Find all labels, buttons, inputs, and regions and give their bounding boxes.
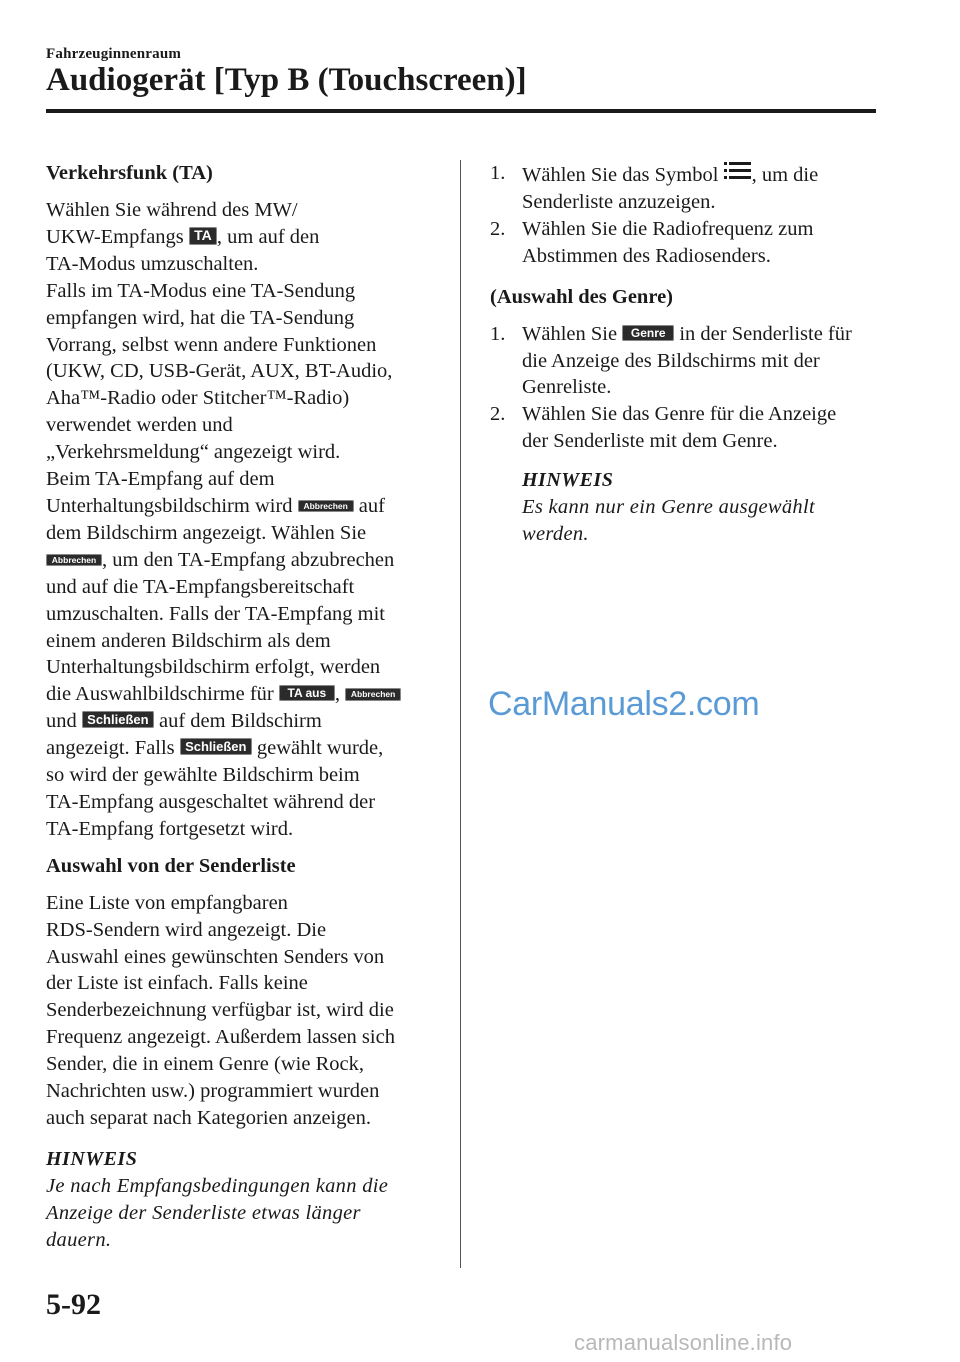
watermark-text: CarManuals2.com (488, 685, 760, 723)
note-heading: HINWEIS (522, 469, 614, 492)
abbrechen-button-icon: Abbrechen (298, 500, 354, 513)
genre-heading: (Auswahl des Genre) (490, 285, 673, 308)
senderliste-steps (490, 160, 876, 270)
note-right (490, 467, 876, 548)
footer-watermark: carmanualsonline.info (574, 1330, 793, 1355)
ta-button-icon: TA (189, 227, 217, 245)
list-icon (724, 160, 752, 180)
column-divider (460, 160, 461, 1268)
abbrechen-button-icon: Abbrechen (46, 554, 102, 567)
note-left (46, 1146, 440, 1254)
schliessen-button-icon: Schließen (180, 738, 252, 755)
senderliste-paragraph: Eine Liste von empfangbaren RDS-Sendern wird angezeigt. Die Auswahl eines gewünschten Senders von der Liste ist einfach. Falls keine Senderbezeichnung verfügbar ist, wird die Frequenz angezeigt. Außerdem lassen sich Sender, die in einem Genre (wie Rock, Nachrichten usw.) programmiert wurden auch separat nach Kategorien anzeigen. (46, 891, 395, 1129)
genre-button-icon: Genre (622, 325, 674, 341)
note-text: Je nach Empfangsbedingungen kann die Anzeige der Senderliste etwas länger dauern. (46, 1174, 389, 1251)
step-item: 1. Wählen Sie Genre in der Senderliste für die Anzeige des Bildschirms mit der Genreliste. (490, 322, 852, 399)
step-item: 2. Wählen Sie das Genre für die Anzeige der Senderliste mit dem Genre. (490, 403, 837, 453)
ta-paragraph: Wählen Sie während des MW/ UKW-Empfangs TA , um auf den TA-Modus umzuschalten. Falls im TA-Modus eine TA-Sendung empfangen wird, hat die TA-Sendung Vorrang, selbst wenn andere Funktionen (UKW, CD, USB-Gerät, AUX, BT-Audio, Aha™-Radio oder Stitcher™-Radio) verwendet werden und „Verkehrsmeldung“ angezeigt wird. Beim TA-Empfang auf dem Unterhaltungsbildschirm wird Abbrechen auf dem Bildschirm angezeigt. Wählen Sie Abbrechen , um den TA-Empfang abzubrechen und auf die TA-Empfangsbereitschaft umzuschalten. Falls der TA-Empfang mit einem anderen Bildschirm als dem Unterhaltungsbildschirm erfolgt, werden die Auswahlbildschirme für TA aus , Abbrechen und Schließen auf dem Bildschirm angezeigt. Falls Schließen gewählt wurde, so wird der gewählte Bildschirm beim TA-Empfang ausgeschaltet während der TA-Empfang fortgesetzt wird. (46, 197, 440, 843)
section-label: Fahrzeuginnenraum (46, 46, 182, 62)
page-number: 5-92 (46, 1288, 101, 1321)
ta-aus-button-icon: TA aus (279, 685, 335, 701)
left-column (46, 160, 440, 1254)
step-item: 2. Wählen Sie die Radiofrequenz zum Abstimmen des Radiosenders. (490, 217, 814, 267)
abbrechen-button-icon: Abbrechen (345, 688, 401, 701)
ta-heading: Verkehrsfunk (TA) (46, 162, 213, 184)
note-heading: HINWEIS (46, 1147, 138, 1170)
page-title: Audiogerät [Typ B (Touchscreen)] (46, 62, 527, 98)
step-item: 1. Wählen Sie das Symbol , um die Senderliste anzuzeigen. (490, 162, 819, 213)
senderliste-heading: Auswahl von der Senderliste (46, 854, 296, 877)
note-text: Es kann nur ein Genre ausgewählt werden. (522, 496, 815, 546)
header-divider (46, 109, 876, 113)
right-column (490, 160, 876, 548)
genre-steps (490, 321, 876, 456)
schliessen-button-icon: Schließen (82, 711, 154, 728)
